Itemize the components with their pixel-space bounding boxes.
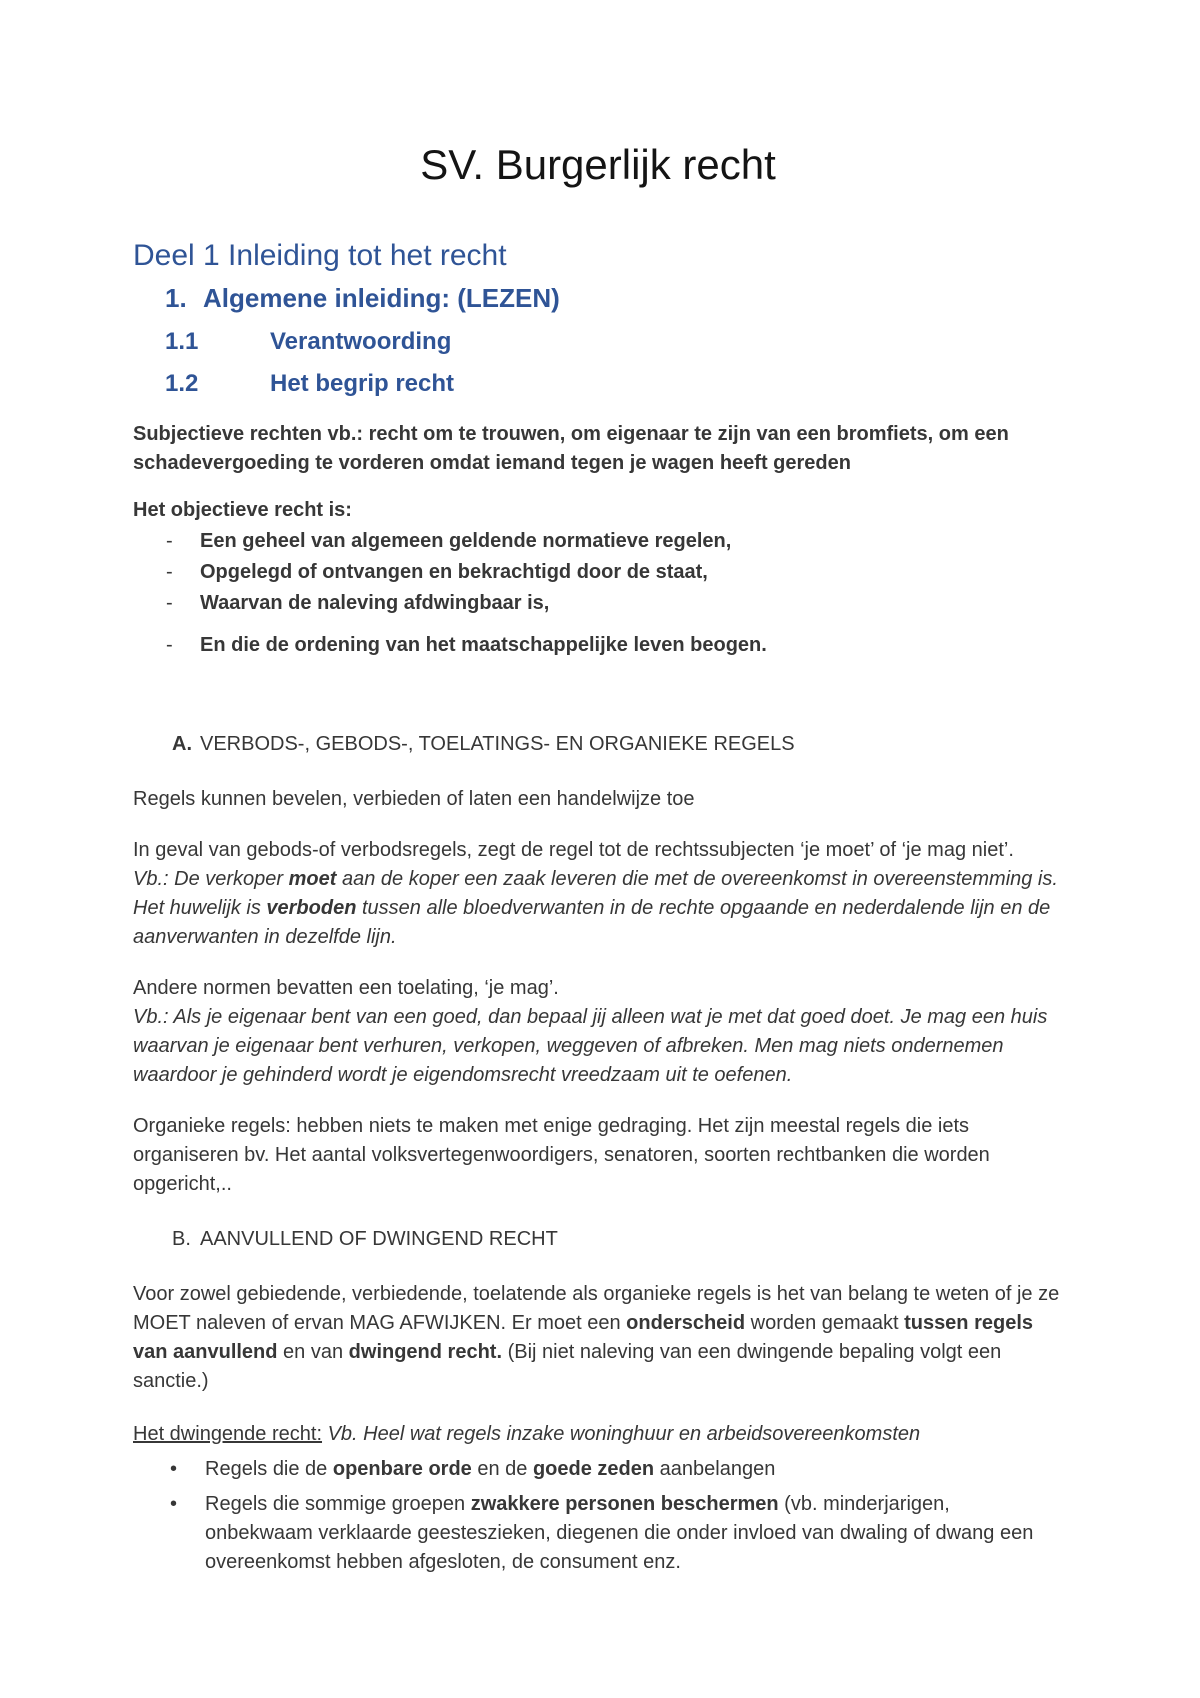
- section-b-label: B.: [172, 1228, 191, 1250]
- text-run: aan de koper een zaak leveren die met de overeenkomst in overeenstemming is. Het huwelijk is: [133, 868, 1058, 919]
- list-item-text: [205, 1458, 775, 1480]
- list-item: [133, 1455, 1063, 1484]
- section-b-title: AANVULLEND OF DWINGEND RECHT: [200, 1228, 558, 1250]
- text-run: tussen alle bloedverwanten in de rechte opgaande en nederdalende lijn en de aanverwanten in dezelfde lijn.: [133, 897, 1051, 948]
- dash-marker: -: [166, 592, 173, 614]
- text-run-underlined: Het dwingende recht:: [133, 1423, 323, 1445]
- bullet-list: [133, 1455, 1063, 1577]
- section-a-heading: [133, 730, 1063, 759]
- list-item-text: [205, 1493, 1033, 1573]
- text-run: Vb.: Als je eigenaar bent van een goed, dan bepaal jij alleen wat je met dat goed doet. Je mag een huis waarvan je eigenaar bent verhuren, verkopen, weggeven of afbreken. Men mag niets ondernemen waardoor je gehinderd wordt je eigendomsrecht vreedzaam uit te oefenen.: [133, 1006, 1048, 1086]
- text-run: dwingend recht.: [348, 1341, 503, 1363]
- text-run: Regels die de: [205, 1458, 333, 1480]
- heading-1-algemene-inleiding: [133, 283, 1063, 314]
- document-title: SV. Burgerlijk recht: [420, 141, 776, 188]
- text-run: en de: [471, 1458, 533, 1480]
- heading-deel-1: Deel 1 Inleiding tot het recht: [133, 239, 507, 272]
- text-run: tussen regels van aanvullend: [133, 1312, 1034, 1363]
- paragraph-toelating: [133, 974, 1063, 1090]
- heading-1-1-verantwoording: [133, 328, 1063, 356]
- bullet-marker: •: [170, 1493, 178, 1515]
- list-item-text: Waarvan de naleving afdwingbaar is,: [200, 592, 550, 614]
- heading-text: Algemene inleiding: (LEZEN): [203, 283, 560, 313]
- heading-number: 1.2: [165, 370, 199, 397]
- text-run: openbare orde: [332, 1458, 472, 1480]
- text-run: worden gemaakt: [745, 1312, 905, 1334]
- text-run: (Bij niet naleving van een dwingende bepaling volgt een sanctie.): [133, 1341, 1002, 1392]
- section-a-label: A.: [172, 733, 192, 755]
- text-run: Voor zowel gebiedende, verbiedende, toelatende als organieke regels is het van belang te weten of je ze MOET naleven of ervan MAG AFWIJKEN. Er moet een: [133, 1283, 1060, 1334]
- list-item: [133, 527, 1063, 556]
- text-run: In geval van gebods-of verbodsregels, zegt de regel tot de rechtssubjecten ‘je moet’ of ‘je mag niet’.: [133, 839, 1014, 861]
- heading-text: Verantwoording: [270, 328, 452, 355]
- list-item: [133, 1490, 1063, 1577]
- text-run: (vb. minderjarigen, onbekwaam verklaarde geesteszieken, diegenen die onder invloed van dwaling of dwang een overeenkomst hebben afgesloten, de consument enz.: [205, 1493, 1034, 1573]
- paragraph-objectieve-recht-lead: Het objectieve recht is:: [133, 499, 352, 521]
- paragraph-gebods-verbodsregels: [133, 836, 1063, 952]
- text-run: Vb. Heel wat regels inzake woninghuur en arbeidsovereenkomsten: [322, 1423, 921, 1445]
- heading-number: 1.: [165, 283, 187, 313]
- heading-text: Het begrip recht: [270, 370, 455, 397]
- text-run: verboden: [266, 897, 357, 919]
- text-run: aanbelangen: [654, 1458, 776, 1480]
- text-run: en van: [277, 1341, 349, 1363]
- text-run: Vb.: De verkoper: [133, 868, 289, 890]
- heading-number: 1.1: [165, 328, 199, 355]
- text-run: zwakkere personen beschermen: [470, 1493, 779, 1515]
- paragraph-dwingende-recht: [133, 1420, 1063, 1449]
- section-b-heading: [133, 1225, 1063, 1254]
- list-item-text: Een geheel van algemeen geldende normatieve regelen,: [200, 530, 732, 552]
- list-item: [133, 589, 1063, 618]
- paragraph-regels-kunnen: Regels kunnen bevelen, verbieden of laten een handelwijze toe: [133, 788, 695, 810]
- list-item-text: Opgelegd of ontvangen en bekrachtigd door de staat,: [200, 561, 708, 583]
- section-a-title: VERBODS-, GEBODS-, TOELATINGS- EN ORGANIEKE REGELS: [200, 733, 795, 755]
- bullet-marker: •: [170, 1458, 178, 1480]
- list-item: [133, 558, 1063, 587]
- dash-marker: -: [166, 634, 173, 656]
- text-run: Regels die sommige groepen: [205, 1493, 471, 1515]
- text-run: moet: [288, 868, 337, 890]
- dash-marker: -: [166, 561, 173, 583]
- text-run: Andere normen bevatten een toelating, ‘je mag’.: [133, 977, 559, 999]
- heading-1-2-het-begrip-recht: [133, 370, 1063, 398]
- paragraph-organieke-regels: Organieke regels: hebben niets te maken met enige gedraging. Het zijn meestal regels die iets organiseren bv. Het aantal volksvertegenwoordigers, senatoren, soorten rechtbanken die worden opgericht,..: [133, 1115, 990, 1195]
- paragraph-aanvullend-dwingend: [133, 1280, 1063, 1396]
- list-item-text: En die de ordening van het maatschappelijke leven beogen.: [200, 634, 767, 656]
- dash-list: [133, 527, 1063, 660]
- text-run: onderscheid: [626, 1312, 746, 1334]
- text-run: goede zeden: [532, 1458, 655, 1480]
- list-item: [133, 631, 1063, 660]
- dash-marker: -: [166, 530, 173, 552]
- paragraph-subjectieve-rechten: Subjectieve rechten vb.: recht om te trouwen, om eigenaar te zijn van een bromfiets, om een schadevergoeding te vorderen omdat iemand tegen je wagen heeft gereden: [133, 423, 1009, 474]
